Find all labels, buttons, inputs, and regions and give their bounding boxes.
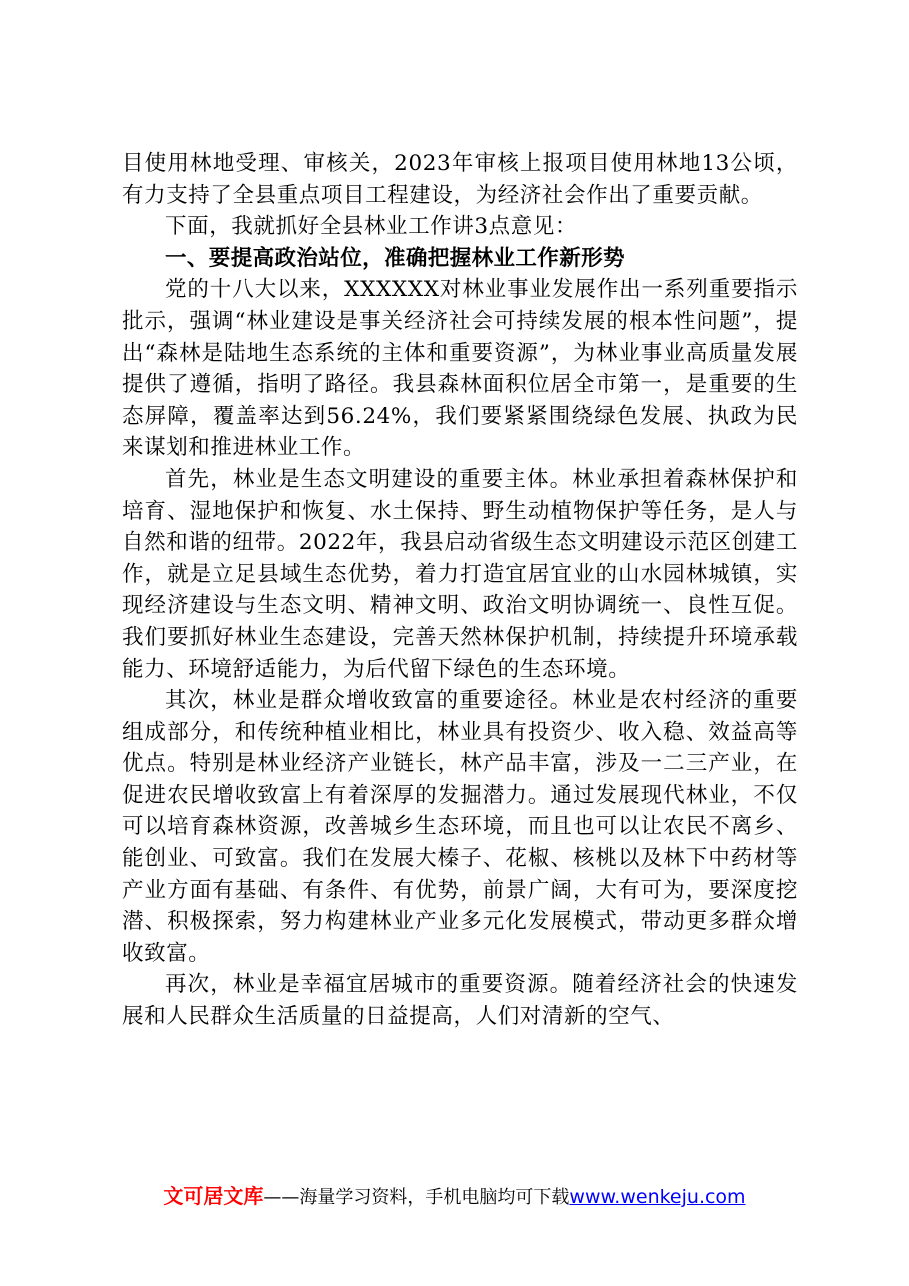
paragraph-first: 首先，林业是生态文明建设的重要主体。林业承担着森林保护和培育、湿地保护和恢复、水土保持、野生动植物保护等任务，是人与自然和谐的纽带。2022年，我县启动省级生态文明建设示范区创建工作，就是立足县域生态优势，着力打造宜居宜业的山水园林城镇，实现经济建设与生态文明、精神文明、政治文明协调统一、良性互促。我们要抓好林业生态建设，完善天然林保护机制，持续提升环境承载能力、环境舒适能力，为后代留下绿色的生态环境。 bbox=[122, 466, 798, 682]
section-heading: 一、要提高政治站位，准确把握林业工作新形势 bbox=[165, 245, 625, 271]
footer-brand: 文可居文库 bbox=[163, 1184, 264, 1208]
paragraph-third: 再次，林业是幸福宜居城市的重要资源。随着经济社会的快速发展和人民群众生活质量的日益提高，人们对清新的空气、 bbox=[122, 972, 798, 1030]
footer-tagline: ——海量学习资料，手机电脑均可下载 bbox=[263, 1187, 570, 1208]
page-footer bbox=[0, 1182, 909, 1212]
paragraph-continuation: 目使用林地受理、审核关，2023年审核上报项目使用林地13公顷，有力支持了全县重点项目工程建设，为经济社会作出了重要贡献。 bbox=[122, 151, 798, 208]
footer-url-link[interactable]: www.wenkeju.com bbox=[569, 1186, 746, 1208]
document-body bbox=[122, 148, 798, 1033]
paragraph-situation: 党的十八大以来，XXXXXX对林业事业发展作出一系列重要指示批示，强调“林业建设是事关经济社会可持续发展的根本性问题”，提出“森林是陆地生态系统的主体和重要资源”，为林业事业高质量发展提供了遵循，指明了路径。我县森林面积位居全市第一，是重要的生态屏障，覆盖率达到56.24%，我们要紧紧围绕绿色发展、执政为民来谋划和推进林业工作。 bbox=[122, 277, 798, 461]
paragraph-intro: 下面，我就抓好全县林业工作讲3点意见： bbox=[165, 214, 578, 240]
paragraph-second: 其次，林业是群众增收致富的重要途径。林业是农村经济的重要组成部分，和传统种植业相比，林业具有投资少、收入稳、效益高等优点。特别是林业经济产业链长，林产品丰富，涉及一二三产业，在促进农民增收致富上有着深厚的发掘潜力。通过发展现代林业，不仅可以培育森林资源，改善城乡生态环境，而且也可以让农民不离乡、能创业、可致富。我们在发展大榛子、花椒、核桃以及林下中药材等产业方面有基础、有条件、有优势，前景广阔，大有可为，要深度挖潜、积极探索，努力构建林业产业多元化发展模式，带动更多群众增收致富。 bbox=[122, 688, 798, 966]
